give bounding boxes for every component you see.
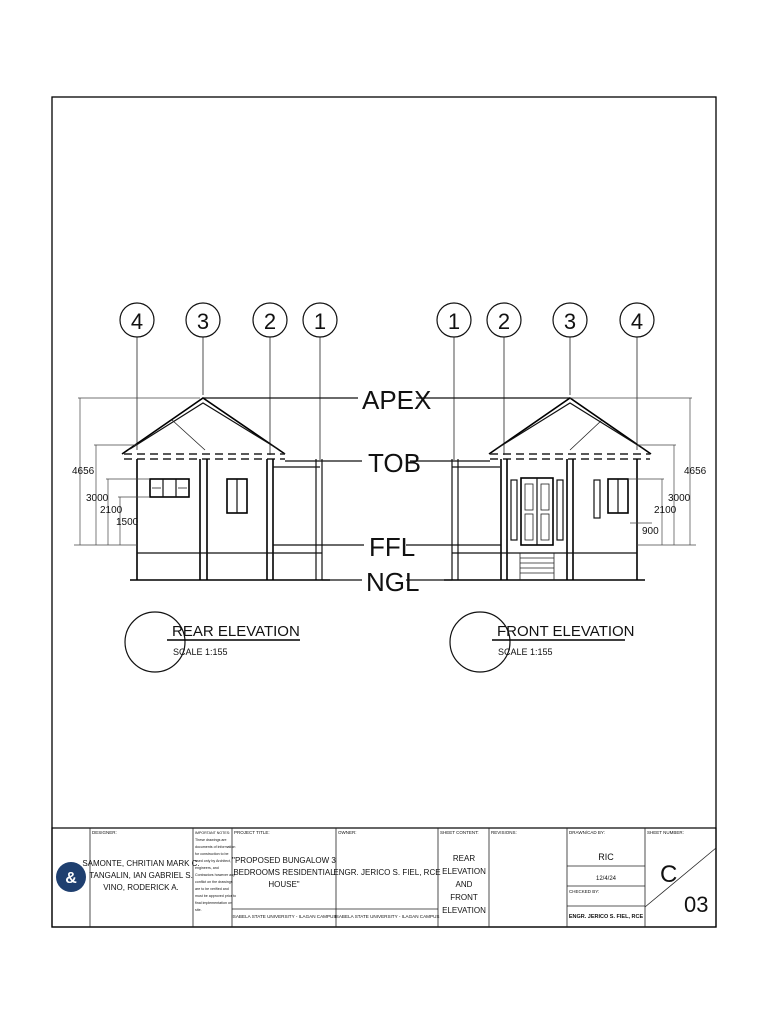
svg-text:2: 2: [263, 309, 277, 334]
grid-bubble: [120, 303, 154, 337]
rear-view-title: [125, 612, 300, 672]
project-title-line: BEDROOMS RESIDENTIAL: [233, 868, 335, 877]
owner-location: ISABELA STATE UNIVERSITY - ILAGAN CAMPUS: [334, 914, 440, 919]
rear-dim-label: 1500: [116, 517, 139, 528]
front-dim-label: 3000: [668, 493, 691, 504]
front-view-scale: SCALE 1:155: [498, 647, 553, 657]
svg-text:engineers, and: engineers, and: [195, 866, 219, 870]
grid-bubble: [186, 303, 220, 337]
title-block: [52, 828, 716, 927]
rear-dim-label: 3000: [86, 493, 109, 504]
svg-text:2: 2: [497, 309, 511, 334]
project-title-line: HOUSE": [268, 880, 300, 889]
grid-bubble: [253, 303, 287, 337]
revisions-label: REVISIONS:: [491, 830, 517, 835]
project-title-label: PROJECT TITLE:: [234, 830, 270, 835]
svg-text:3: 3: [196, 309, 210, 334]
drawn-by-label: DRAWN/CAD BY:: [569, 830, 605, 835]
checked-by-label: CHECKED BY:: [569, 889, 600, 894]
grid-bubble: [437, 303, 471, 337]
sheet-number: 03: [684, 892, 709, 917]
svg-text:3: 3: [563, 309, 577, 334]
level-markers: [203, 385, 570, 597]
front-dim-label: 2100: [654, 505, 677, 516]
svg-text:1: 1: [313, 309, 327, 334]
front-dim-label: 4656: [684, 466, 707, 477]
grid-bubble: [553, 303, 587, 337]
grid-bubble: [620, 303, 654, 337]
level-label-tob: TOB: [368, 448, 421, 478]
grid-bubble: [303, 303, 337, 337]
svg-text:final implementation on: final implementation on: [195, 901, 232, 905]
sheet-content-line: ELEVATION: [442, 867, 486, 876]
sheet-letter: C: [660, 861, 678, 888]
rear-dim-label: 2100: [100, 505, 123, 516]
svg-text:4: 4: [130, 309, 144, 334]
designer-line: TANGALIN, IAN GABRIEL S.: [89, 871, 193, 880]
svg-text:used only by Architect,: used only by Architect,: [195, 859, 231, 863]
svg-text:must be approved prior to: must be approved prior to: [195, 894, 236, 898]
drawn-by-value: RIC: [598, 852, 614, 862]
svg-text:1: 1: [447, 309, 461, 334]
project-location: ISABELA STATE UNIVERSITY - ILAGAN CAMPUS: [231, 914, 337, 919]
svg-text:for construction to be: for construction to be: [195, 852, 229, 856]
owner-name: ENGR. JERICO S. FIEL, RCE: [333, 868, 441, 877]
sheet-number-label: SHEET NUMBER:: [647, 830, 684, 835]
level-label-ffl: FFL: [369, 532, 416, 562]
date-value: 12/4/24: [595, 876, 617, 882]
rear-grid-bubbles: [120, 303, 337, 337]
front-elevation-drawing: [437, 303, 707, 580]
designer-label: DESIGNER:: [92, 830, 117, 835]
svg-text:site.: site.: [195, 908, 202, 912]
important-notes: [195, 831, 236, 912]
front-view-title-text: FRONT ELEVATION: [497, 623, 635, 640]
project-title-line: "PROPOSED BUNGALOW 3: [232, 856, 336, 865]
svg-text:&: &: [65, 870, 77, 887]
rear-view-scale: SCALE 1:155: [173, 647, 228, 657]
rear-view-title-text: REAR ELEVATION: [172, 623, 300, 640]
rear-elevation-drawing: [72, 303, 337, 580]
sheet-content-line: FRONT: [450, 893, 478, 902]
designer-line: VINO, RODERICK A.: [103, 883, 179, 892]
sheet-content-line: REAR: [452, 854, 476, 863]
svg-text:conflict on the drawings: conflict on the drawings: [195, 880, 233, 884]
svg-text:documents of information: documents of information: [195, 845, 236, 849]
level-label-apex: APEX: [362, 385, 432, 415]
svg-text:These drawings are: These drawings are: [195, 838, 227, 842]
checked-by-value: ENGR. JERICO S. FIEL, RCE: [568, 914, 644, 920]
owner-label: OWNER:: [338, 830, 357, 835]
svg-text:4: 4: [630, 309, 644, 334]
sheet-content-label: SHEET CONTENT:: [440, 830, 479, 835]
svg-text:IMPORTANT NOTES:: IMPORTANT NOTES:: [195, 831, 231, 835]
rear-dim-label: 4656: [72, 466, 95, 477]
front-dim-label: 900: [642, 526, 659, 537]
grid-bubble: [487, 303, 521, 337]
sheet-border: [52, 97, 716, 927]
sheet-content-line: AND: [455, 880, 473, 889]
front-view-title: [450, 612, 635, 672]
level-label-ngl: NGL: [366, 567, 420, 597]
svg-text:are to be verified and: are to be verified and: [195, 887, 229, 891]
svg-text:Contractors however any: Contractors however any: [195, 873, 235, 877]
designer-line: SAMONTE, CHRITIAN MARK C.: [82, 859, 200, 868]
front-grid-bubbles: [437, 303, 654, 337]
sheet-content-line: ELEVATION: [442, 906, 486, 915]
